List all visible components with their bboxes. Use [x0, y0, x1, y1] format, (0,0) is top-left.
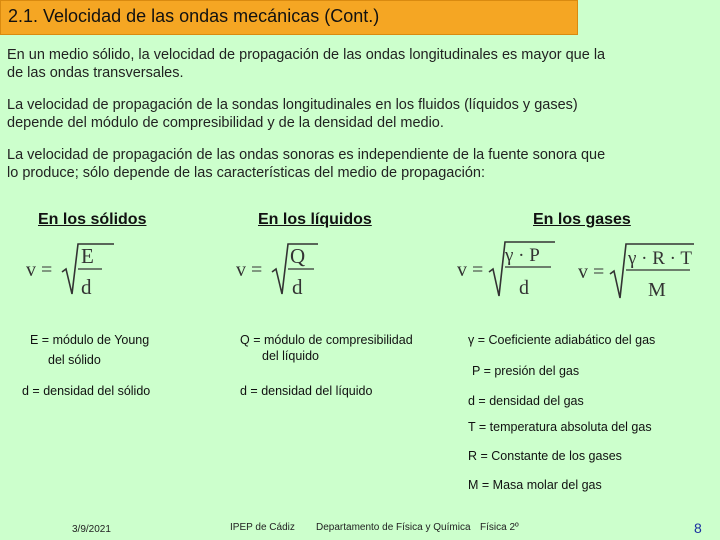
formula-liquids-num: Q — [290, 244, 306, 268]
note-solids-modulus-line-1: E = módulo de Young — [30, 333, 150, 347]
footer-course: Física 2º — [480, 522, 519, 533]
footer-date: 3/9/2021 — [72, 524, 111, 535]
formula-gases-2-lhs: v = — [578, 261, 605, 283]
note-liquids-modulus-line-1: Q = módulo de compresibilidad — [240, 333, 413, 347]
formula-liquids-den: d — [292, 275, 303, 299]
note-solids-modulus — [30, 332, 149, 368]
page-title: 2.1. Velocidad de las ondas mecánicas (Cont.) — [8, 6, 380, 26]
paragraph-3-line-2: lo produce; sólo depende de las características del medio de propagación: — [7, 165, 485, 181]
formula-gases-1-lhs: v = — [457, 259, 484, 281]
note-solids-modulus-line-2: del sólido — [48, 353, 101, 367]
formula-solids-num: E — [81, 244, 94, 268]
note-liquids-density: d = densidad del líquido — [240, 384, 373, 398]
paragraph-2-line-1: La velocidad de propagación de la sondas longitudinales en los fluidos (líquidos y gases) — [7, 97, 578, 113]
paragraph-3-line-1: La velocidad de propagación de las ondas sonoras es independiente de la fuente sonora que — [7, 147, 606, 163]
formula-solids — [24, 238, 114, 302]
formula-solids-den: d — [81, 275, 92, 299]
formula-gases-2 — [576, 238, 696, 302]
note-gases-temperature: T = temperatura absoluta del gas — [468, 420, 652, 434]
page-number: 8 — [694, 520, 702, 536]
formula-gases-2-den: M — [648, 279, 666, 301]
formula-gases-1-num: γ · P — [505, 245, 540, 266]
formula-gases-2-num: γ · R · T — [628, 248, 692, 269]
formula-liquids — [234, 238, 324, 302]
note-liquids-modulus — [240, 332, 413, 364]
formula-solids-lhs: v = — [26, 259, 53, 281]
heading-liquids: En los líquidos — [258, 211, 372, 228]
heading-solids: En los sólidos — [38, 211, 147, 228]
footer-department: Departamento de Física y Química — [316, 522, 471, 533]
formula-gases-1-den: d — [519, 277, 529, 299]
note-gases-gamma: γ = Coeficiente adiabático del gas — [468, 333, 656, 347]
note-liquids-modulus-line-2: del líquido — [262, 349, 319, 363]
heading-gases: En los gases — [533, 211, 631, 228]
paragraph-2-line-2: depende del módulo de compresibilidad y de la densidad del medio. — [7, 115, 444, 131]
paragraph-1-line-2: de las ondas transversales. — [7, 65, 184, 81]
formula-liquids-lhs: v = — [236, 259, 263, 281]
paragraph-1 — [7, 46, 707, 82]
note-gases-constant: R = Constante de los gases — [468, 449, 622, 463]
footer-institution: IPEP de Cádiz — [230, 522, 295, 533]
paragraph-2 — [7, 96, 707, 132]
paragraph-1-line-1: En un medio sólido, la velocidad de propagación de las ondas longitudinales es mayor que la — [7, 47, 606, 63]
formula-gases-1 — [455, 238, 565, 302]
note-solids-density: d = densidad del sólido — [22, 384, 151, 398]
note-gases-pressure: P = presión del gas — [472, 364, 580, 378]
note-gases-molar-mass: M = Masa molar del gas — [468, 478, 602, 492]
paragraph-3 — [7, 146, 707, 182]
note-gases-density: d = densidad del gas — [468, 394, 584, 408]
